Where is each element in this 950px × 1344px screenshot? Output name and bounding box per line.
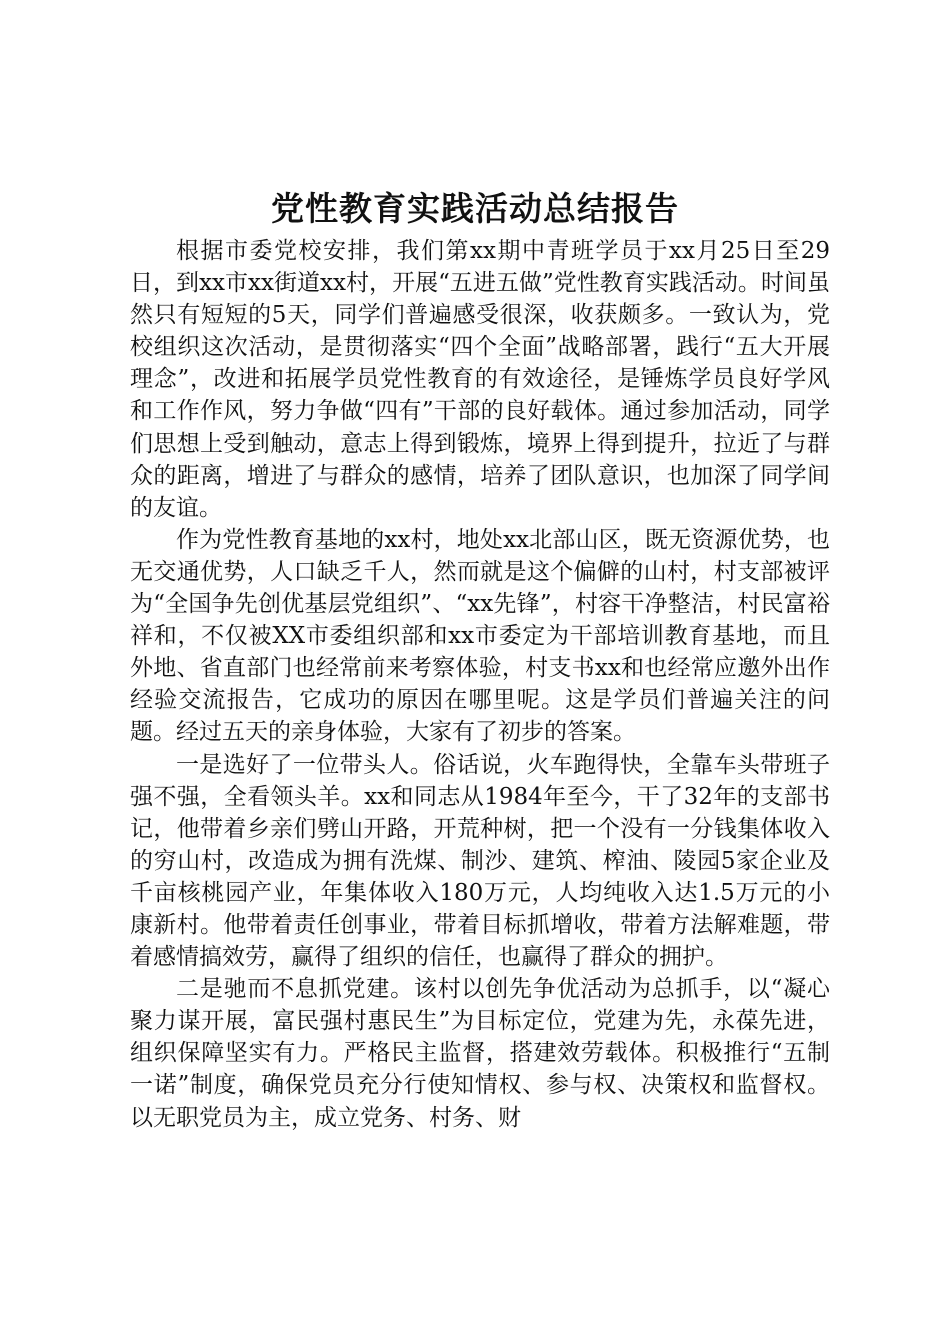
- paragraph-base-village: 作为党性教育基地的xx村，地处xx北部山区，既无资源优势，也无交通优势，人口缺乏千人，然而就是这个偏僻的山村，村支部被评为“全国争先创优基层党组织”、“xx先锋”，村容干净整洁，村民富裕祥和，不仅被XX市委组织部和xx市委定为干部培训教育基地，而且外地、省直部门也经常前来考察体验，村支书xx和也经常应邀外出作经验交流报告，它成功的原因在哪里呢。这是学员们普遍关注的问题。经过五天的亲身体验，大家有了初步的答案。: [130, 526, 830, 746]
- document-title: 党性教育实践活动总结报告: [271, 189, 679, 228]
- paragraph-party-building: 二是驰而不息抓党建。该村以创先争优活动为总抓手，以“凝心聚力谋开展，富民强村惠民生”为目标定位，党建为先，永葆先进，组织保障坚实有力。严格民主监督，搭建效劳载体。积极推行“五制一诺”制度，确保党员充分行使知情权、参与权、决策权和监督权。以无职党员为主，成立党务、村务、财: [130, 976, 830, 1131]
- paragraph-leader: 一是选好了一位带头人。俗话说，火车跑得快，全靠车头带班子强不强，全看领头羊。xx和同志从1984年至今，干了32年的支部书记，他带着乡亲们劈山开路，开荒种树，把一个没有一分钱集体收入的穷山村，改造成为拥有洗煤、制沙、建筑、榨油、陵园5家企业及千亩核桃园产业，年集体收入180万元，人均纯收入达1.5万元的小康新村。他带着责任创事业，带着目标抓增收，带着方法解难题，带着感情搞效劳，赢得了组织的信任，也赢得了群众的拥护。: [130, 751, 830, 971]
- document-body: [130, 235, 830, 1134]
- paragraph-intro: 根据市委党校安排，我们第xx期中青班学员于xx月25日至29日，到xx市xx街道xx村，开展“五进五做”党性教育实践活动。时间虽然只有短短的5天，同学们普遍感受很深，收获颇多。一致认为，党校组织这次活动，是贯彻落实“四个全面”战略部署，践行“五大开展理念”，改进和拓展学员党性教育的有效途径，是锤炼学员良好学风和工作作风，努力争做“四有”干部的良好载体。通过参加活动，同学们思想上受到触动，意志上得到锻炼，境界上得到提升，拉近了与群众的距离，增进了与群众的感情，培养了团队意识，也加深了同学间的友谊。: [130, 238, 830, 521]
